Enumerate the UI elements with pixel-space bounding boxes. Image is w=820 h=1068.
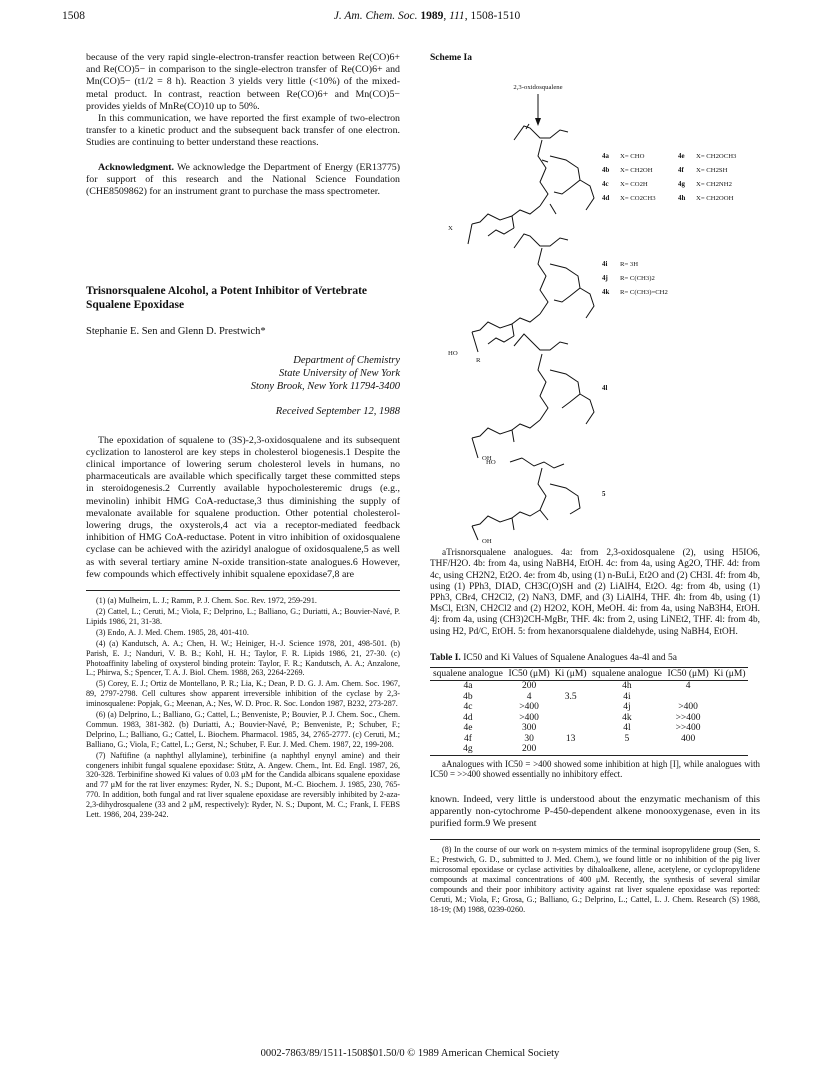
scheme-drawing [430,64,760,544]
running-header [62,10,792,26]
table-row [430,734,748,745]
ref-7: (7) Naftifine (a naphthyl allylamine), terbinifine (a naphthyl enynyl amine) and their congeners inhibit fungal squalene epoxidase: Stütz, A. Angew. Chem., Int. Ed. Engl. 1987, 26, 320-328. Terbinifine showed Ki values of 0.03 μM for the Candida albicans squalene epoxidase and 77 μM for the rat liver enzymes: Ryder, N. S.; Dupont, M.-C. Biochem. J. 1985, 230, 765-770. In addition, both fungal and rat liver squalene epoxidase are reversibly inhibited by 2-aza-2,3-dihydrosqualene (33 and 2 μM, respectively): Ryder, N. S.; Dupont, M. C.; Frank, I. FEBS Lett. 1986, 204, 239-242. [86,750,400,820]
table-row [430,681,748,692]
table-header-row: squalene analogue IC50 (μM) Ki (μM) squalene analogue IC50 (μM) Ki (μM) [430,668,748,681]
table-row [430,723,748,734]
table-cell [665,692,711,703]
arrow-head [535,118,541,126]
table-title: Table I. IC50 and Ki Values of Squalene Analogues 4a-4l and 5a [430,652,677,663]
body-paragraph: The epoxidation of squalene to (3S)-2,3-oxidosqualene and its subsequent cyclization to lanosterol are key steps in cholesterol biogenesis.1 Despite the clinical importance of lowering serum cholesterol levels in humans, no pharmaceuticals are available which specifically target these committed steps in steroidogenesis.2 Currently available hypocholesteremic drugs (e.g., mevinolin) inhibit HMG CoA-reductase,3 thus diminishing the supply of mevalonate available for squalene production. Other potential cholesterol-lowering drugs, the oxysterols,4 act via a receptor-mediated feedback inhibition of HMG CoA-reductase. Potent in vitro inhibition of oxidosqualene cyclase can be achieved with the aziridyl analogue of oxidosqualene,5 as well as with several tertiary amine N-oxide transition-state analogues.6 However, few compounds which effectively inhibit squalene epoxidase7,8 are [86,434,400,580]
table-cell [711,681,748,692]
ref-1: (1) (a) Mulheirn, L. J.; Ramm, P. J. Chem. Soc. Rev. 1972, 259-291. [96,596,317,606]
table-row [430,702,748,713]
start-label: 2,3-oxidosqualene [513,84,563,92]
table-cell: >>400 [675,712,701,723]
table-cell: 4c [463,702,473,713]
svg-text:X= CH2SH: X= CH2SH [696,167,728,175]
table-cell: 4a [463,681,473,692]
x-substituent: X [448,225,453,233]
table-cell: 4 [685,681,691,692]
journal-citation: J. Am. Chem. Soc. 1989, 111, 1508-1510 [333,10,521,22]
svg-text:R= C(CH3)2: R= C(CH3)2 [620,275,655,283]
ref-3: (3) Endo, A. J. Med. Chem. 1985, 28, 401-410. [96,627,249,637]
table-cell: 300 [521,723,537,734]
table-cell: 200 [506,744,552,755]
acknowledgment: Acknowledgment. We acknowledge the Department of Energy (ER13775) for support of this research and the National Science Foundation (CHE8509862) for an instrument grant to purchase the mass spectrometer. [86,161,400,198]
ref-6: (6) (a) Delprino, L.; Balliano, G.; Cattel, L.; Benveniste, P.; Bouvier, P. J. Chem. Soc., Chem. Commun. 1983, 381-382. (b) Duriatti, A.; Bouvier-Navé, P.; Benveniste, P.; Schuber, F.; Delprino, L.; Balliano, G.; Cattel, L. Biochem. Pharmacol. 1985, 34, 2765-2777. (c) Ceruti, M.; Balliano, G.; Viola, F.; Cattel, L.; Gerst, N.; Schuber, F. Eur. J. Med. Chem. 1987, 22, 199-208. [86,710,400,749]
svg-text:X= CO2CH3: X= CO2CH3 [620,195,656,203]
right-column [430,52,760,914]
svg-text:4g: 4g [678,181,685,189]
ho-substituent: HO [448,350,458,358]
left-column [86,52,400,821]
svg-text:X= CHO: X= CHO [620,153,645,161]
ic50-table [430,667,748,756]
table-cell: 4b [463,691,473,702]
page-footer: 0002-7863/89/1511-1508$01.50/0 © 1989 American Chemical Society [260,1048,560,1059]
label-5: 5 [602,491,606,499]
footnote-rule-right [430,839,760,840]
table-cell: 13 [565,733,576,744]
table-row [430,692,748,703]
svg-text:4h: 4h [678,195,686,203]
table-cell: 4h [622,681,632,692]
table-cell [711,702,748,713]
table-cell: >400 [678,702,698,713]
svg-text:4c: 4c [602,181,609,189]
ref-5: (5) Corey, E. J.; Ortiz de Montellano, P. R.; Lia, K.; Dean, P. D. G. J. Am. Chem. Soc. 1967, 89, 2797-2798. Cell cultures show apparent irreversible inhibition of the cyclase by 2,3-iminosqualene: Popjak, G.; Meenan, A.; Nes, W. D. Proc. R. Soc. London 1987, B232, 273-287. [86,679,400,709]
label-4l: 4l [602,385,608,393]
ref-4: (4) (a) Kandutsch, A. A.; Chen, H. W.; Heiniger, H.-J. Science 1978, 201, 498-501. (b) Parish, E. J.; Nanduri, V. B. B.; Kohl, H. H.; Taylor, F. R. Lipids 1986, 21, 27-30. (c) Photoaffinity labeling of oxysterol binding protein: Taylor, F. R.; Kandutsch, A. A.; Anzalone, L.; Phirwa, S.; Spencer, T. A. J. Biol. Chem. 1988, 263, 2264-2269. [86,638,400,678]
footnote-rule [86,590,400,591]
oh-substituent: OH [482,455,492,463]
table-cell: 4f [463,733,472,744]
structure-4l [472,334,594,458]
table-cell: 200 [521,681,537,692]
svg-text:4k: 4k [602,289,610,297]
table-cell: 30 [524,733,534,744]
svg-text:4d: 4d [602,195,610,203]
table-cell: 5 [624,733,630,744]
oh-substituent-5: OH [482,538,492,545]
page-number: 1508 [62,10,85,22]
table-cell: 4k [622,712,632,723]
body-paragraph-right: known. Indeed, very little is understood about the enzymatic mechanism of this apparently non-cytochrome P-450-dependent alkene monooxygenase, even in its purified form.9 We present [430,793,760,829]
table-note: aAnalogues with IC50 = >400 showed some inhibition at high [I], while analogues with IC50 = >>400 showed essentially no inhibitory effect. [430,758,760,780]
table-cell [711,734,748,745]
table-cell [552,744,589,755]
structure-5 [472,458,580,540]
received-date: Received September 12, 1988 [275,406,400,418]
scheme-caption: aTrisnorsqualene analogues. 4a: from 2,3-oxidosqualene (2), using H5IO6, THF/H2O. 4b: from 4a, using NaBH4, EtOH. 4c: from 4a, using Ag2O, THF. 4d: from 4c, using CH2N2, Et2O. 4e: from 4b, using (1) n-BuLi, Et2O and (2) CH3I. 4f: from 4b, using (1) PPh3, DIAD, CH3C(O)SH and (2) LiAlH4, Et2O. 4g: from 4b, using (1) PPh3, CBr4, CH2Cl2, (2) NaN3, DMF, and (3) LiAlH4, THF. 4h: from 4b, using (1) MsCl, Et3N, CH2Cl2 and (2) H2O2, KOH, MeOH. 4i: from 4a, using NaB3H4, EtOH. 4j: from 4a, using (CH3)2CH-MgBr, THF. 4k: from 2, using LiNEt2, THF. 4l: from 4b, using H2, Pd/C, EtOH. 5: from hexanorsqualene dialdehyde, using NaBH4, EtOH. [430,548,760,637]
r-substituent: R [476,357,481,365]
article-title: Trisnorsqualene Alcohol, a Potent Inhibitor of Vertebrate Squalene Epoxidase [86,285,368,312]
scheme-title: Scheme Ia [430,53,472,63]
paragraph-conclusion: In this communication, we have reported the first example of two-electron transfer to a kinetic product and the subsequent back transfer of one electron. Studies are continuing to better understand these reactions. [86,113,400,149]
svg-text:4f: 4f [678,167,684,175]
footnote-8: (8) In the course of our work on π-system mimics of the terminal isopropylidene group (Sen, S. E.; Prestwich, G. D., submitted to J. Med. Chem.), we found little or no inhibition of the pig liver microsomal epoxidase or cyclase activities by dihaloalkene, allene, acetylene, or cyclopropylidene compounds at maximal concentrations of 400 μM. Recently, the synthesis of several similar compounds and their poor inhibitory activity against rat liver squalene epoxidase was reported: Ceruti, M.; Viola, F.; Grosa, G.; Balliano, G.; Delprino, L.; Cattel, L. J. Chem. Research (S) 1988, 18-19; (M) 1988, 0239-0260. [430,845,760,914]
table-cell [552,681,589,692]
table-cell: 4 [526,691,532,702]
table-cell: 4d [463,712,473,723]
table-cell [552,713,589,724]
affiliation: Department of Chemistry State University of New York Stony Brook, New York 11794-3400 [250,355,400,393]
table-cell [552,723,589,734]
svg-text:X= CO2H: X= CO2H [620,181,648,189]
table-cell [711,692,748,703]
table-cell: 4j [623,702,631,713]
table-cell [711,723,748,734]
table-cell [552,702,589,713]
table-cell [711,713,748,724]
svg-text:X= CH2OCH3: X= CH2OCH3 [696,153,737,161]
table-cell: 4l [623,723,631,734]
table-cell: >400 [519,702,539,713]
svg-text:4b: 4b [602,167,610,175]
svg-text:X= CH2OH: X= CH2OH [620,167,653,175]
svg-text:4i: 4i [602,261,608,269]
svg-text:R= 3H: R= 3H [620,261,639,269]
table-row [430,713,748,724]
table-cell: 400 [680,733,696,744]
svg-text:X= CH2NH2: X= CH2NH2 [696,181,732,189]
labels-4i-4k [602,261,668,296]
labels-4a-4h [602,153,737,202]
svg-text:X= CH2OOH: X= CH2OOH [696,195,734,203]
table-cell: >>400 [675,723,701,734]
table-cell: 4g [430,744,506,755]
ref-2: (2) Cattel, L.; Ceruti, M.; Viola, F.; Delprino, L.; Balliano, G.; Duriatti, A.; Bouvier-Navé, P. Lipids 1986, 21, 31-38. [86,606,400,626]
table-cell: 4i [623,691,631,702]
table-cell: 4e [463,723,473,734]
svg-text:4a: 4a [602,153,609,161]
svg-text:R= C(CH3)=CH2: R= C(CH3)=CH2 [620,289,668,297]
authors: Stephanie E. Sen and Glenn D. Prestwich* [86,326,266,338]
table-row [430,744,748,755]
table-cell [589,744,665,755]
structure-4a-4h [468,124,594,244]
table-cell: 3.5 [564,691,577,702]
table-cell [711,744,748,755]
structure-4i-4k [472,234,594,352]
ho-substituent-5: HO [486,459,496,467]
svg-text:4e: 4e [678,153,685,161]
svg-text:4j: 4j [602,275,608,283]
paragraph-continuation: because of the very rapid single-electron-transfer reaction between Re(CO)6+ and Re(CO)5− in comparison to the single-electron transfer of Re(CO)6+ and Mn(CO)5− (t1/2 = 8 h). Reaction 3 yields very little (<10%) of the mixed-metal product. In contrast, reaction between Re(CO)6+ and Mn(CO)5− provides yields of MnRe(CO)10 up to 50%. [86,52,400,112]
table-cell [665,744,711,755]
scheme-figure [430,64,760,544]
table-cell: >400 [519,712,539,723]
references [86,596,400,820]
